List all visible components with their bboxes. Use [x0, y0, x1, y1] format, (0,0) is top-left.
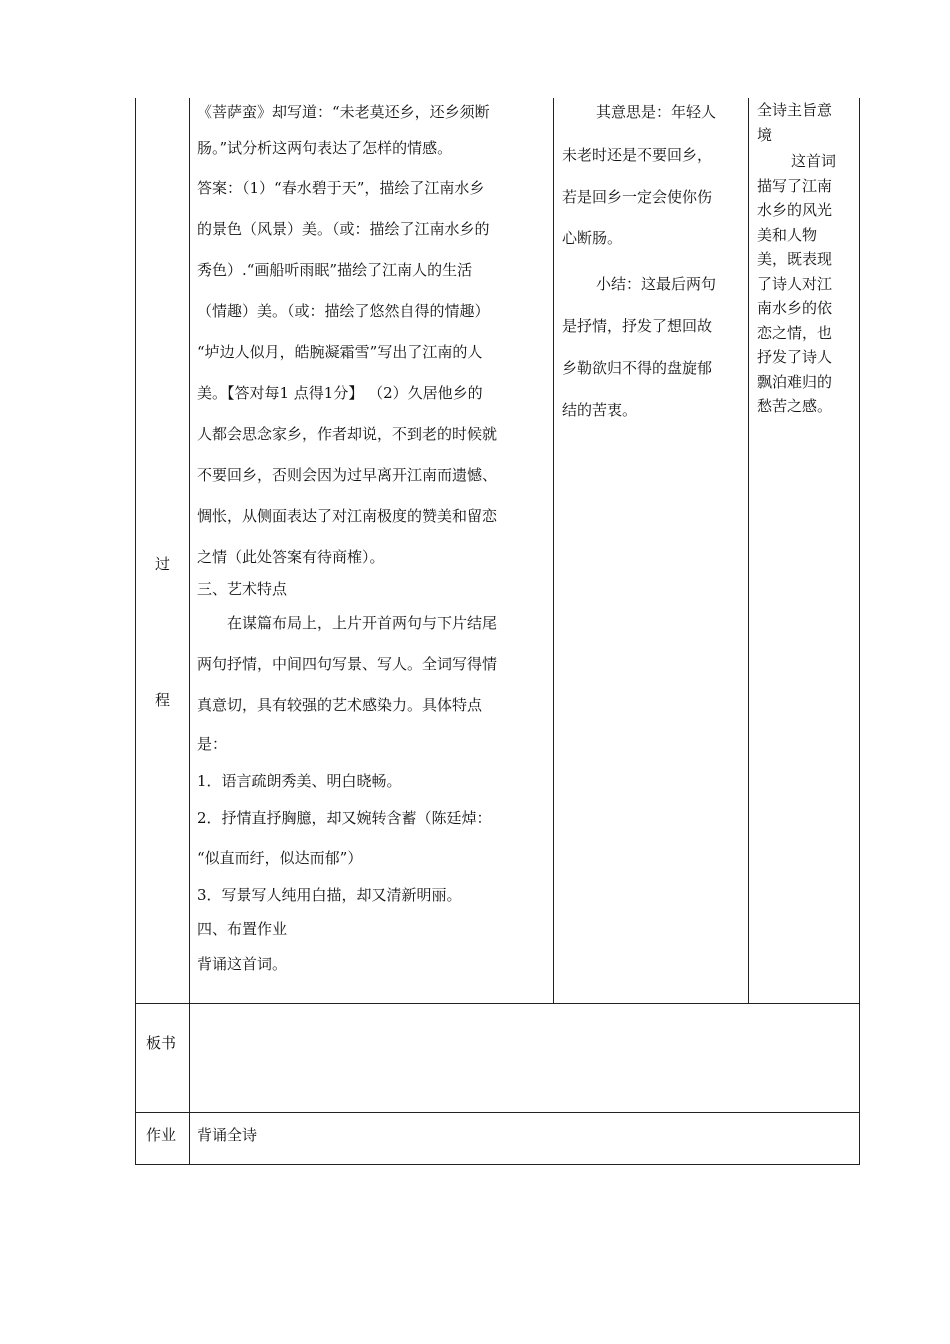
section-heading: 四、布置作业	[197, 920, 288, 938]
row-divider-process	[135, 1003, 860, 1004]
content-line: 人都会思念家乡，作者却说，不到老的时候就	[197, 425, 498, 443]
theme-content	[757, 98, 853, 419]
explanation-line: 结的苦衷。	[562, 401, 638, 419]
theme-line: 美，既表现	[757, 250, 833, 268]
content-line: 《菩萨蛮》却写道：“未老莫还乡，还乡须断	[197, 103, 490, 121]
content-line: 2．抒情直抒胸臆，却又婉转含蓄（陈廷焯：	[197, 809, 492, 827]
process-label-2: 程	[155, 691, 171, 709]
content-line: 不要回乡，否则会因为过早离开江南而遗憾、	[197, 466, 498, 484]
content-line: “似直而纡，似达而郁”）	[197, 849, 363, 867]
homework-label: 作业	[146, 1126, 177, 1144]
content-line: 美。【答对每1 点得1分】 （2）久居他乡的	[197, 384, 483, 402]
explanation-line: 其意思是：年轻人	[596, 103, 717, 121]
content-line: 两句抒情，中间四句写景、写人。全词写得情	[197, 655, 498, 673]
theme-line: 抒发了诗人	[757, 348, 833, 366]
content-line: 真意切，具有较强的艺术感染力。具体特点	[197, 696, 483, 714]
main-column-divider	[553, 98, 554, 1004]
content-line: 3．写景写人纯用白描，却又清新明丽。	[197, 886, 462, 904]
explanation-content	[562, 100, 744, 423]
content-line: 背诵这首词。	[197, 955, 288, 973]
content-line: 的景色（风景）美。（或：描绘了江南水乡的	[197, 220, 490, 238]
table-border-bottom	[135, 1164, 860, 1165]
section-heading: 三、艺术特点	[197, 580, 288, 598]
theme-line: 飘泊难归的	[757, 372, 833, 391]
theme-line: 愁苦之感。	[757, 397, 833, 415]
explanation-line: 心断肠。	[562, 229, 623, 247]
content-line: “垆边人似月，皓腕凝霜雪”写出了江南的人	[197, 343, 483, 361]
table-border-right	[859, 98, 860, 1165]
theme-line: 这首词	[791, 152, 837, 170]
content-line: 之情（此处答案有待商榷）。	[197, 548, 385, 566]
teaching-content	[197, 100, 547, 977]
explanation-line: 小结：这最后两句	[596, 275, 717, 293]
theme-line: 了诗人对江	[757, 274, 833, 293]
process-label-1: 过	[155, 555, 171, 573]
explanation-line: 若是回乡一定会使你伤	[562, 188, 713, 206]
label-column-divider	[189, 98, 190, 1165]
row-divider-board	[135, 1112, 860, 1113]
content-line: 在谋篇布局上，上片开首两句与下片结尾	[227, 614, 498, 632]
theme-line: 境	[757, 125, 773, 144]
explanation-line: 乡勒欲归不得的盘旋郁	[562, 359, 713, 377]
content-line: 1．语言疏朗秀美、明白晓畅。	[197, 772, 402, 790]
homework-content: 背诵全诗	[197, 1126, 258, 1144]
theme-line: 水乡的风光	[757, 201, 833, 219]
content-line: 答案：（1）“春水碧于天”，描绘了江南水乡	[197, 179, 485, 197]
content-line: 肠。”试分析这两句表达了怎样的情感。	[197, 139, 453, 157]
theme-line: 恋之情，也	[757, 323, 833, 342]
mid-column-divider	[748, 98, 749, 1004]
theme-line: 全诗主旨意	[757, 101, 833, 119]
content-line: 惆怅，从侧面表达了对江南极度的赞美和留恋	[197, 507, 498, 525]
content-line: 秀色）.“画船听雨眠”描绘了江南人的生活	[197, 261, 473, 279]
theme-line: 美和人物	[757, 225, 818, 244]
content-line: 是：	[197, 735, 228, 753]
explanation-line: 未老时还是不要回乡，	[562, 146, 713, 164]
explanation-line: 是抒情，抒发了想回故	[562, 317, 713, 335]
theme-line: 南水乡的依	[757, 299, 833, 317]
content-line: （情趣）美。（或：描绘了悠然自得的情趣）	[197, 302, 490, 320]
theme-line: 描写了江南	[757, 176, 833, 195]
table-border-left	[135, 98, 136, 1165]
board-label: 板书	[146, 1034, 177, 1052]
